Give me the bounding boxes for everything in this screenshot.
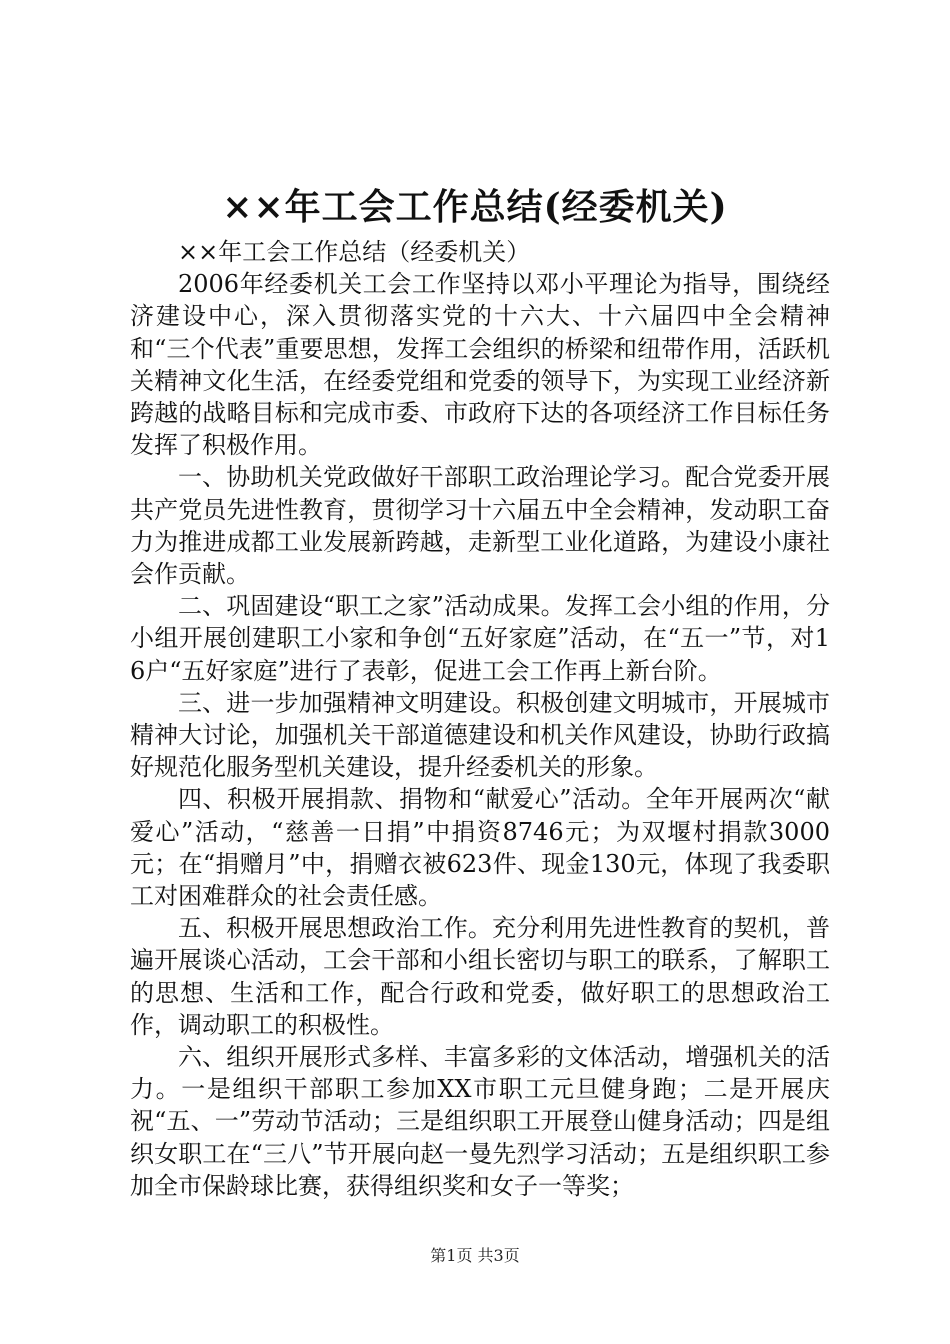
section-3-paragraph: 三、进一步加强精神文明建设。积极创建文明城市，开展城市精神大讨论，加强机关干部道德建设和机关作风建设，协助行政搞好规范化服务型机关建设，提升经委机关的形象。 bbox=[130, 688, 830, 782]
subtitle-paragraph: ××年工会工作总结（经委机关） bbox=[178, 238, 531, 266]
section-2-paragraph: 二、巩固建设“职工之家”活动成果。发挥工会小组的作用，分小组开展创建职工小家和争创“五好家庭”活动，在“五一”节，对16户“五好家庭”进行了表彰，促进工会工作再上新台阶。 bbox=[130, 592, 830, 685]
section-6-paragraph: 六、组织开展形式多样、丰富多彩的文体活动，增强机关的活力。一是组织干部职工参加XX市职工元旦健身跑；二是开展庆祝“五、一”劳动节活动；三是组织职工开展登山健身活动；四是组织女职工在“三八”节开展向赵一曼先烈学习活动；五是组织职工参加全市保龄球比赛，获得组织奖和女子一等奖； bbox=[130, 1043, 830, 1200]
intro-paragraph: 2006年经委机关工会工作坚持以邓小平理论为指导，围绕经济建设中心，深入贯彻落实党的十六大、十六届四中全会精神和“三个代表”重要思想，发挥工会组织的桥梁和纽带作用，活跃机关精神文化生活，在经委党组和党委的领导下，为实现工业经济新跨越的战略目标和完成市委、市政府下达的各项经济工作目标任务发挥了积极作用。 bbox=[130, 270, 830, 460]
document-body bbox=[130, 236, 830, 1202]
section-1-paragraph: 一、协助机关党政做好干部职工政治理论学习。配合党委开展共产党员先进性教育，贯彻学习十六届五中全会精神，发动职工奋力为推进成都工业发展新跨越，走新型工业化道路，为建设小康社会作贡献。 bbox=[130, 463, 830, 589]
document-title: ××年工会工作总结(经委机关) bbox=[222, 186, 728, 228]
section-5-paragraph: 五、积极开展思想政治工作。充分利用先进性教育的契机，普遍开展谈心活动，工会干部和小组长密切与职工的联系，了解职工的思想、生活和工作，配合行政和党委，做好职工的思想政治工作，调动职工的积极性。 bbox=[130, 914, 830, 1039]
section-4-paragraph: 四、积极开展捐款、捐物和“献爱心”活动。全年开展两次“献爱心”活动，“慈善一日捐”中捐资8746元；为双堰村捐款3000元；在“捐赠月”中，捐赠衣被623件、现金130元，体现了我委职工对困难群众的社会责任感。 bbox=[130, 785, 830, 911]
page-number-footer: 第1页 共3页 bbox=[430, 1246, 520, 1265]
